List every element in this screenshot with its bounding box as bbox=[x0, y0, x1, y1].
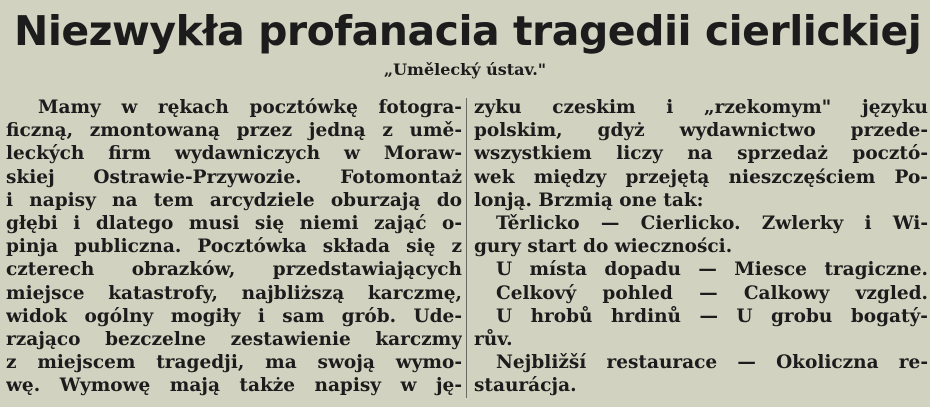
text-line: czterech obrazków, przedstawiających bbox=[6, 259, 462, 281]
text-line: miejsce katastrofy, najbliższą karczmę, bbox=[6, 282, 462, 304]
text-line: i napisy na tem arcydziele oburzają do bbox=[6, 189, 462, 211]
text-line: leckých firm wydawniczych w Moraw- bbox=[6, 143, 462, 165]
text-line: Nejbližší restaurace — Okoliczna re- bbox=[496, 352, 928, 374]
text-line: polskim, gdyż wydawnictwo przede- bbox=[474, 120, 928, 142]
text-line: lonją. Brzmią one tak: bbox=[474, 189, 704, 211]
text-line: Těrlicko — Cierlicko. Zwlerky i Wi- bbox=[496, 213, 928, 235]
text-line: staurácja. bbox=[474, 375, 577, 397]
article-right-column bbox=[474, 96, 928, 398]
text-line: gury start do wieczności. bbox=[474, 236, 733, 258]
text-line: zyku czeskim i „rzekomym" języku bbox=[474, 97, 928, 118]
text-line: wek między przejętą nieszczęściem Po- bbox=[474, 166, 928, 188]
text-line: widok ogólny mogiły i sam grób. Ude- bbox=[6, 305, 462, 327]
text-line: pinja publiczna. Pocztówka składa się z bbox=[6, 236, 462, 258]
column-divider bbox=[466, 98, 467, 398]
text-line: Celkový pohled — Calkowy vzgled. bbox=[496, 282, 928, 304]
article-subheadline: „Umělecký ústav." bbox=[383, 60, 547, 79]
text-line: głębi i dlatego musi się niemi zająć o- bbox=[6, 213, 462, 235]
text-line: z miejscem tragedji, ma swoją wymo- bbox=[6, 352, 462, 374]
text-line: skiej Ostrawie-Przywozie. Fotomontaż bbox=[6, 166, 462, 188]
text-line: wę. Wymowę mają także napisy w ję- bbox=[6, 375, 462, 397]
text-line: U místa dopadu — Miesce tragiczne. bbox=[496, 259, 928, 281]
article-headline: Niezwykła profanacia tragedii cierlickiej bbox=[14, 7, 922, 55]
article-left-column bbox=[6, 96, 462, 398]
text-line: rův. bbox=[474, 329, 513, 351]
text-line: ficzną, zmontowaną przez jedną z umě- bbox=[6, 120, 462, 142]
text-line: rzająco bezczelne zestawienie karczmy bbox=[6, 329, 462, 351]
text-line: U hrobů hrdinů — U grobu bogatý- bbox=[496, 305, 928, 327]
text-line: wszystkiem liczy na sprzedaż pocztó- bbox=[474, 143, 928, 165]
text-line: Mamy w rękach pocztówkę fotogra- bbox=[38, 97, 462, 118]
